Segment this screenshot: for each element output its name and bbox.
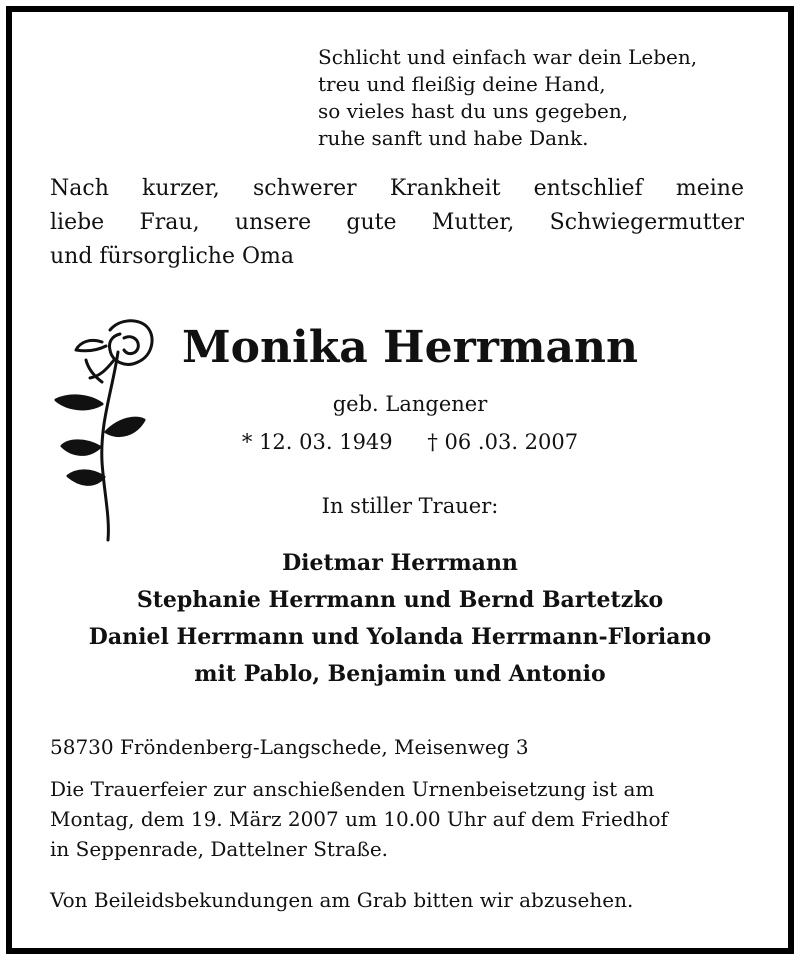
address: 58730 Fröndenberg-Langschede, Meisenweg 3 <box>50 735 529 759</box>
mourning-label: In stiller Trauer: <box>321 494 499 518</box>
intro-text <box>50 172 744 274</box>
family-line: Dietmar Herrmann <box>282 550 518 576</box>
intro-line: und fürsorgliche Oma <box>50 244 294 269</box>
birth-name: geb. Langener <box>332 392 488 416</box>
ceremony-line: Montag, dem 19. März 2007 um 10.00 Uhr auf dem Friedhof <box>50 807 668 831</box>
ceremony-info <box>50 774 668 864</box>
ceremony-line: in Seppenrade, Dattelner Straße. <box>50 837 389 861</box>
poem-line: treu und fleißig deine Hand, <box>318 72 606 96</box>
poem-line: Schlicht und einfach war dein Leben, <box>318 45 698 69</box>
intro-line: liebe Frau, unsere gute Mutter, Schwiegermutter <box>50 210 744 235</box>
closing-note: Von Beileidsbekundungen am Grab bitten wir abzusehen. <box>50 888 634 912</box>
death-date: † 06 .03. 2007 <box>427 430 579 454</box>
poem-line: ruhe sanft und habe Dank. <box>318 126 589 150</box>
poem <box>318 44 697 152</box>
intro-line: Nach kurzer, schwerer Krankheit entschlief meine <box>50 176 744 201</box>
birth-date: * 12. 03. 1949 <box>241 430 393 454</box>
family-line: Daniel Herrmann und Yolanda Herrmann-Floriano <box>88 624 712 650</box>
ceremony-line: Die Trauerfeier zur anschießenden Urnenbeisetzung ist am <box>50 777 655 801</box>
family-list <box>0 545 800 693</box>
life-dates <box>0 430 800 454</box>
family-line: Stephanie Herrmann und Bernd Bartetzko <box>136 587 664 613</box>
poem-line: so vieles hast du uns gegeben, <box>318 99 629 123</box>
family-line: mit Pablo, Benjamin und Antonio <box>194 661 606 687</box>
deceased-name: Monika Herrmann <box>181 322 639 373</box>
